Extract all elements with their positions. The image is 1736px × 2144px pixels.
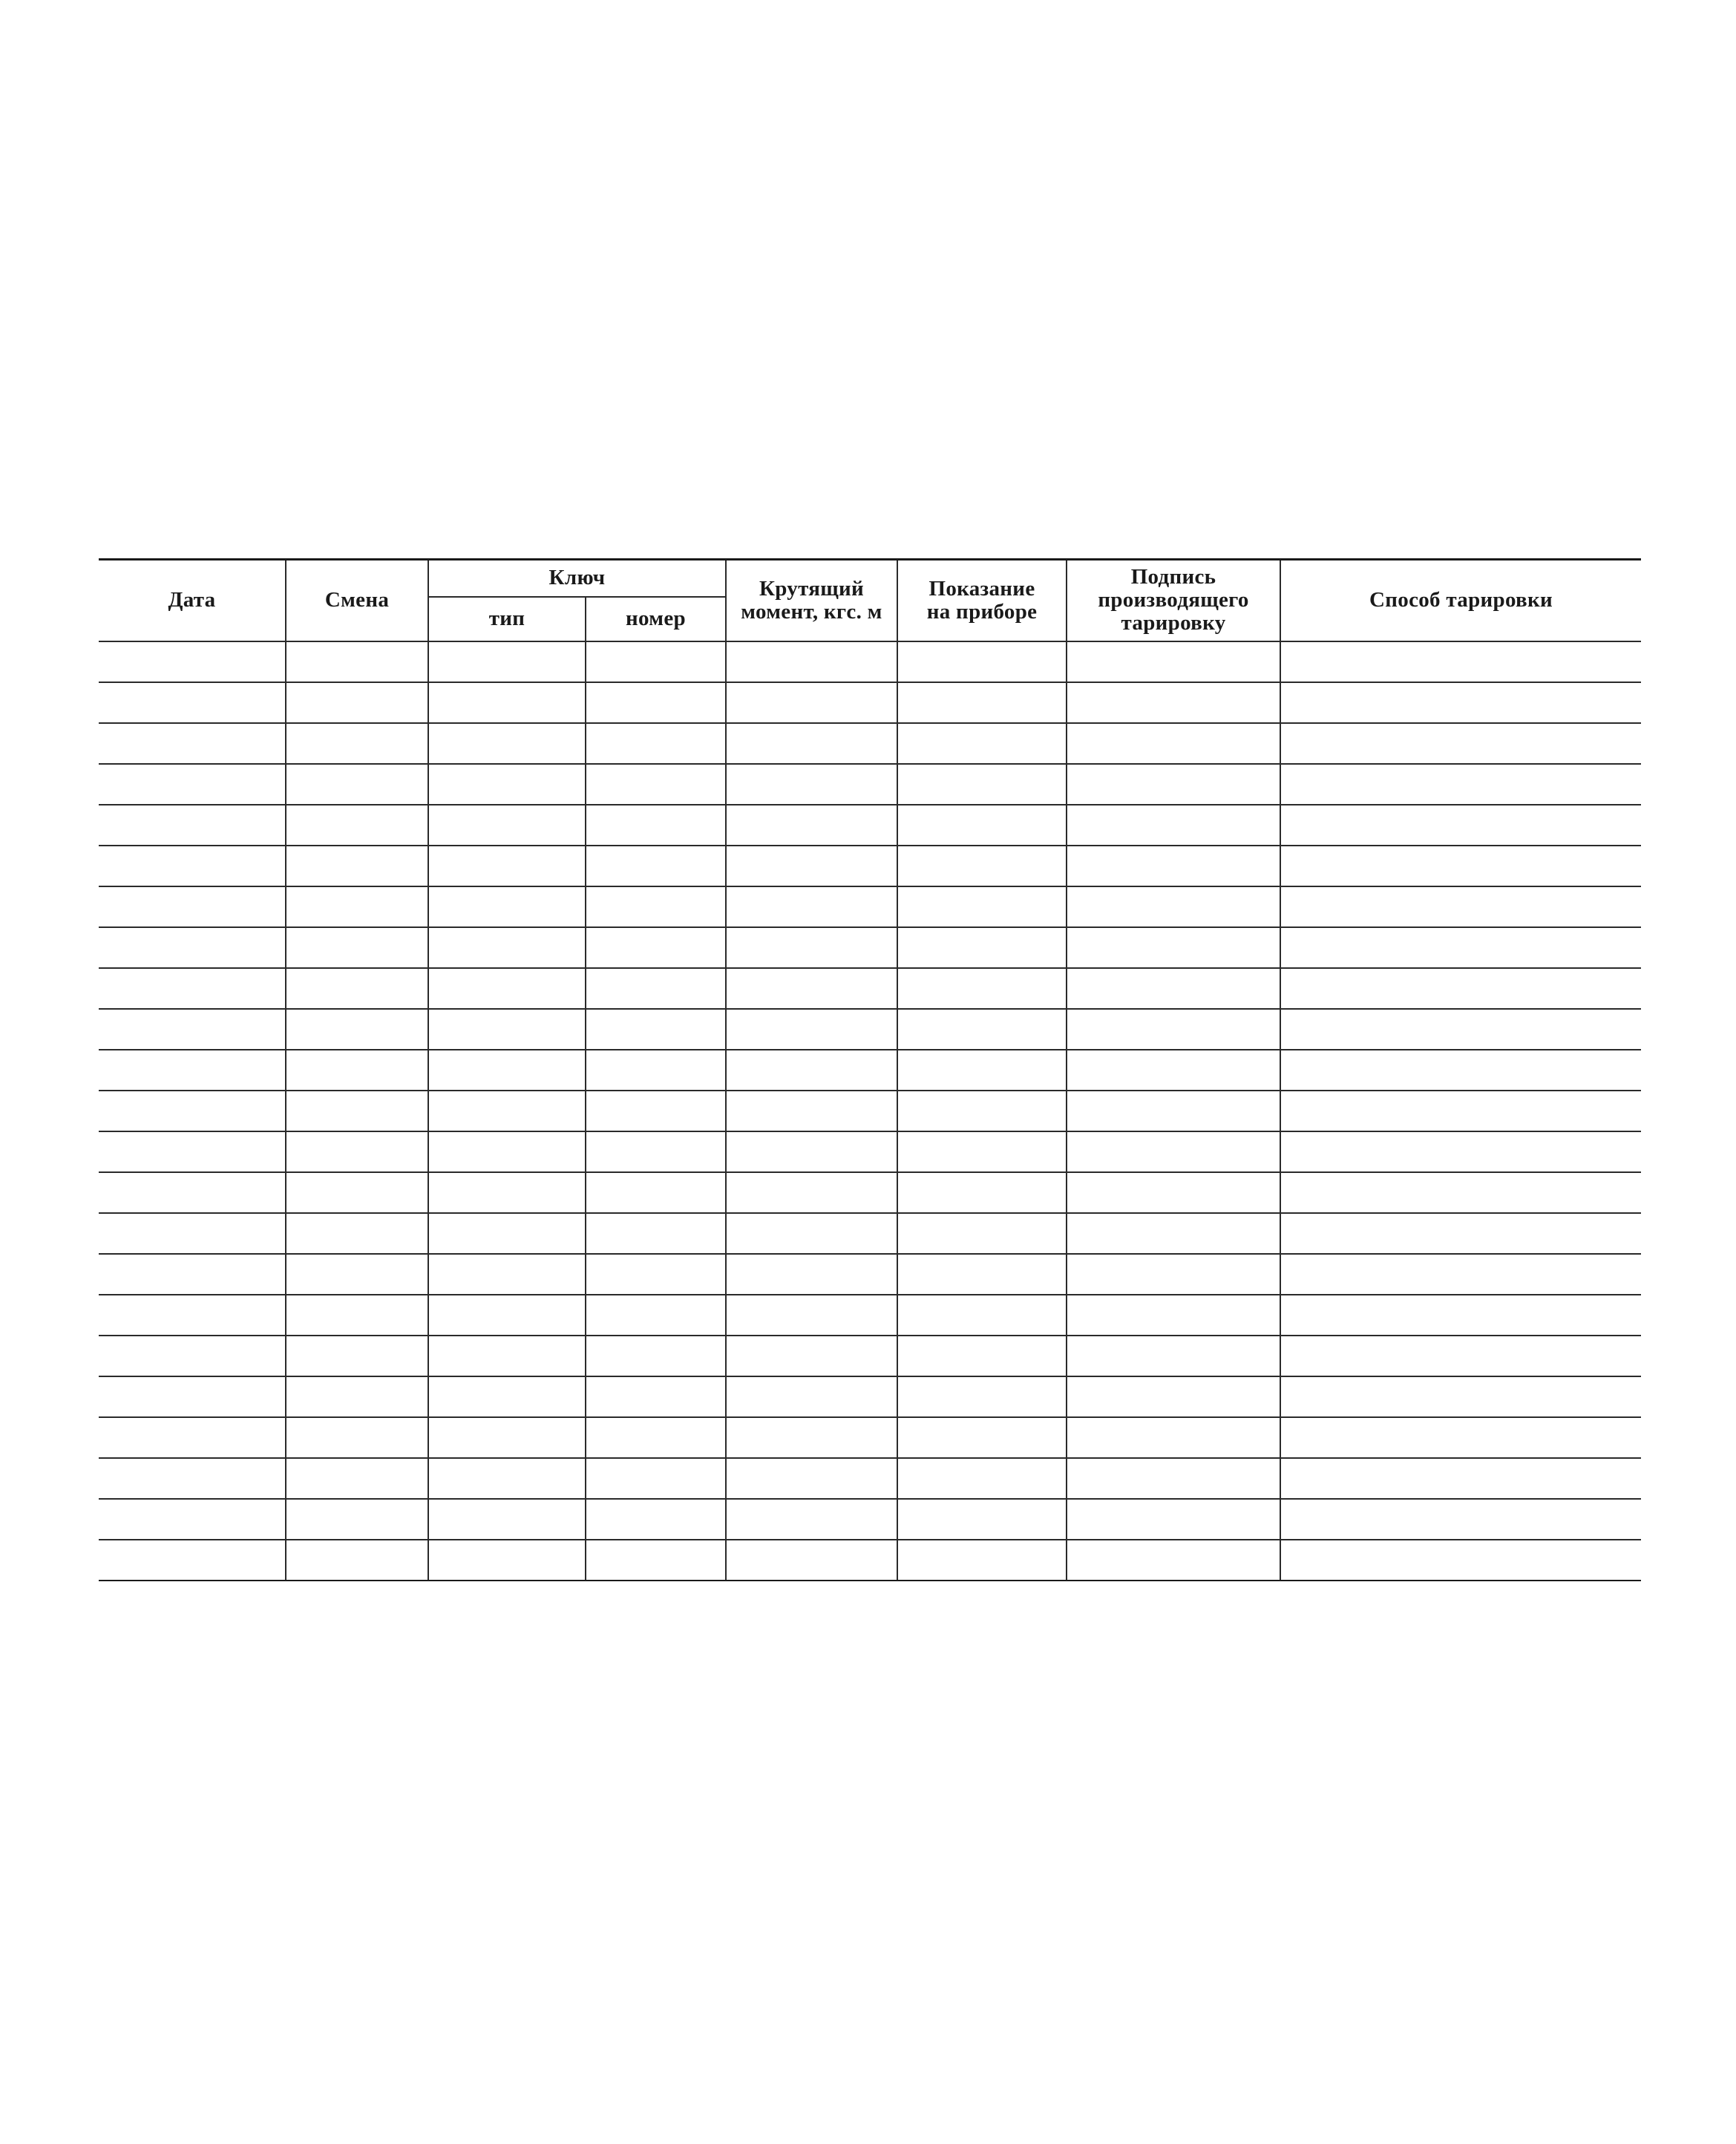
cell-torque[interactable] (726, 682, 897, 723)
cell-date[interactable] (99, 1091, 286, 1131)
cell-key-number[interactable] (586, 1009, 726, 1050)
table-row (99, 1295, 1641, 1336)
cell-torque[interactable] (726, 1499, 897, 1540)
cell-date[interactable] (99, 1376, 286, 1417)
cell-key-type[interactable] (428, 641, 586, 682)
cell-date[interactable] (99, 1499, 286, 1540)
cell-method[interactable] (1280, 1336, 1641, 1376)
cell-date[interactable] (99, 805, 286, 846)
cell-reading[interactable] (897, 723, 1067, 764)
cell-torque[interactable] (726, 968, 897, 1009)
cell-key-number[interactable] (586, 1295, 726, 1336)
cell-key-type[interactable] (428, 1009, 586, 1050)
header-torque-label: Крутящий момент, кгс. м (741, 576, 882, 624)
cell-date[interactable] (99, 1458, 286, 1499)
cell-signature[interactable] (1067, 682, 1280, 723)
cell-reading[interactable] (897, 1131, 1067, 1172)
cell-signature[interactable] (1067, 886, 1280, 927)
cell-key-number[interactable] (586, 968, 726, 1009)
cell-key-number[interactable] (586, 1213, 726, 1254)
cell-date[interactable] (99, 1417, 286, 1458)
cell-shift[interactable] (286, 1376, 428, 1417)
cell-torque[interactable] (726, 1050, 897, 1091)
table-row (99, 764, 1641, 805)
cell-shift[interactable] (286, 1131, 428, 1172)
header-shift: Смена (286, 560, 428, 641)
cell-method[interactable] (1280, 1540, 1641, 1581)
cell-key-type[interactable] (428, 723, 586, 764)
cell-torque[interactable] (726, 1172, 897, 1213)
cell-reading[interactable] (897, 764, 1067, 805)
cell-shift[interactable] (286, 968, 428, 1009)
header-torque (726, 560, 897, 641)
cell-signature[interactable] (1067, 927, 1280, 968)
calibration-log-table (99, 558, 1641, 1581)
cell-reading[interactable] (897, 1458, 1067, 1499)
cell-reading[interactable] (897, 1091, 1067, 1131)
cell-key-number[interactable] (586, 1417, 726, 1458)
cell-signature[interactable] (1067, 1131, 1280, 1172)
cell-reading[interactable] (897, 1009, 1067, 1050)
header-reading-label: Показание на приборе (926, 576, 1038, 624)
cell-key-type[interactable] (428, 805, 586, 846)
cell-key-type[interactable] (428, 1540, 586, 1581)
cell-key-number[interactable] (586, 1376, 726, 1417)
cell-shift[interactable] (286, 1091, 428, 1131)
cell-key-number[interactable] (586, 1131, 726, 1172)
table-row (99, 1254, 1641, 1295)
cell-shift[interactable] (286, 1050, 428, 1091)
table-row (99, 846, 1641, 886)
cell-date[interactable] (99, 1050, 286, 1091)
cell-torque[interactable] (726, 764, 897, 805)
cell-key-number[interactable] (586, 764, 726, 805)
cell-signature[interactable] (1067, 805, 1280, 846)
cell-torque[interactable] (726, 1254, 897, 1295)
cell-signature[interactable] (1067, 1417, 1280, 1458)
cell-shift[interactable] (286, 1336, 428, 1376)
cell-date[interactable] (99, 1213, 286, 1254)
cell-signature[interactable] (1067, 1458, 1280, 1499)
cell-key-type[interactable] (428, 1458, 586, 1499)
cell-date[interactable] (99, 1009, 286, 1050)
header-key-type: тип (428, 597, 586, 641)
cell-reading[interactable] (897, 1213, 1067, 1254)
cell-method[interactable] (1280, 1172, 1641, 1213)
cell-reading[interactable] (897, 805, 1067, 846)
cell-signature[interactable] (1067, 1336, 1280, 1376)
cell-reading[interactable] (897, 1254, 1067, 1295)
cell-shift[interactable] (286, 1417, 428, 1458)
cell-torque[interactable] (726, 846, 897, 886)
cell-reading[interactable] (897, 1417, 1067, 1458)
cell-method[interactable] (1280, 1499, 1641, 1540)
table-row (99, 968, 1641, 1009)
cell-method[interactable] (1280, 1091, 1641, 1131)
table-row (99, 1050, 1641, 1091)
cell-torque[interactable] (726, 927, 897, 968)
cell-key-number[interactable] (586, 1050, 726, 1091)
table-row (99, 1009, 1641, 1050)
cell-reading[interactable] (897, 1376, 1067, 1417)
cell-key-type[interactable] (428, 1417, 586, 1458)
cell-shift[interactable] (286, 1213, 428, 1254)
cell-method[interactable] (1280, 1213, 1641, 1254)
cell-date[interactable] (99, 1131, 286, 1172)
cell-torque[interactable] (726, 1213, 897, 1254)
cell-date[interactable] (99, 641, 286, 682)
cell-shift[interactable] (286, 1458, 428, 1499)
cell-signature[interactable] (1067, 1295, 1280, 1336)
cell-torque[interactable] (726, 886, 897, 927)
cell-signature[interactable] (1067, 968, 1280, 1009)
cell-torque[interactable] (726, 1009, 897, 1050)
cell-reading[interactable] (897, 1295, 1067, 1336)
cell-signature[interactable] (1067, 1009, 1280, 1050)
cell-key-type[interactable] (428, 1499, 586, 1540)
header-signature-label: Подпись производящего тарировку (1098, 565, 1249, 635)
cell-torque[interactable] (726, 1091, 897, 1131)
table-row (99, 805, 1641, 846)
cell-key-number[interactable] (586, 805, 726, 846)
header-reading (897, 560, 1067, 641)
cell-key-type[interactable] (428, 1172, 586, 1213)
cell-method[interactable] (1280, 1376, 1641, 1417)
table-row (99, 1091, 1641, 1131)
table-row (99, 723, 1641, 764)
cell-shift[interactable] (286, 1499, 428, 1540)
cell-key-type[interactable] (428, 846, 586, 886)
table-row (99, 1336, 1641, 1376)
header-key: Ключ (428, 560, 726, 597)
cell-key-number[interactable] (586, 1540, 726, 1581)
cell-torque[interactable] (726, 1458, 897, 1499)
cell-signature[interactable] (1067, 1376, 1280, 1417)
cell-key-number[interactable] (586, 641, 726, 682)
table-body (99, 641, 1641, 1581)
table-row (99, 886, 1641, 927)
cell-torque[interactable] (726, 805, 897, 846)
cell-signature[interactable] (1067, 1213, 1280, 1254)
cell-signature[interactable] (1067, 846, 1280, 886)
cell-shift[interactable] (286, 641, 428, 682)
cell-method[interactable] (1280, 1131, 1641, 1172)
table-header (99, 560, 1641, 641)
cell-key-type[interactable] (428, 927, 586, 968)
cell-key-number[interactable] (586, 1172, 726, 1213)
cell-shift[interactable] (286, 805, 428, 846)
cell-shift[interactable] (286, 1540, 428, 1581)
cell-method[interactable] (1280, 1295, 1641, 1336)
cell-key-number[interactable] (586, 1458, 726, 1499)
cell-signature[interactable] (1067, 1050, 1280, 1091)
cell-method[interactable] (1280, 641, 1641, 682)
cell-date[interactable] (99, 682, 286, 723)
cell-signature[interactable] (1067, 641, 1280, 682)
cell-key-type[interactable] (428, 682, 586, 723)
table-row (99, 1417, 1641, 1458)
cell-key-number[interactable] (586, 1336, 726, 1376)
cell-key-number[interactable] (586, 723, 726, 764)
cell-key-type[interactable] (428, 1050, 586, 1091)
cell-method[interactable] (1280, 968, 1641, 1009)
cell-shift[interactable] (286, 927, 428, 968)
table-row (99, 1131, 1641, 1172)
cell-reading[interactable] (897, 846, 1067, 886)
cell-key-number[interactable] (586, 1254, 726, 1295)
cell-date[interactable] (99, 968, 286, 1009)
cell-method[interactable] (1280, 1417, 1641, 1458)
table-row (99, 927, 1641, 968)
cell-date[interactable] (99, 1336, 286, 1376)
cell-key-type[interactable] (428, 968, 586, 1009)
cell-method[interactable] (1280, 682, 1641, 723)
cell-date[interactable] (99, 846, 286, 886)
cell-key-type[interactable] (428, 1131, 586, 1172)
cell-key-number[interactable] (586, 886, 726, 927)
cell-signature[interactable] (1067, 1254, 1280, 1295)
cell-reading[interactable] (897, 1336, 1067, 1376)
header-key-number: номер (586, 597, 726, 641)
cell-date[interactable] (99, 1295, 286, 1336)
cell-reading[interactable] (897, 1540, 1067, 1581)
cell-shift[interactable] (286, 1254, 428, 1295)
cell-key-type[interactable] (428, 1213, 586, 1254)
cell-key-type[interactable] (428, 1091, 586, 1131)
table-row (99, 1213, 1641, 1254)
cell-method[interactable] (1280, 805, 1641, 846)
cell-shift[interactable] (286, 886, 428, 927)
cell-method[interactable] (1280, 1009, 1641, 1050)
cell-torque[interactable] (726, 1540, 897, 1581)
cell-key-type[interactable] (428, 886, 586, 927)
cell-method[interactable] (1280, 846, 1641, 886)
cell-reading[interactable] (897, 927, 1067, 968)
cell-reading[interactable] (897, 968, 1067, 1009)
table-row (99, 1499, 1641, 1540)
cell-date[interactable] (99, 1540, 286, 1581)
cell-method[interactable] (1280, 1050, 1641, 1091)
cell-torque[interactable] (726, 1417, 897, 1458)
cell-reading[interactable] (897, 1050, 1067, 1091)
header-date: Дата (99, 560, 286, 641)
cell-signature[interactable] (1067, 1091, 1280, 1131)
cell-date[interactable] (99, 1172, 286, 1213)
cell-method[interactable] (1280, 927, 1641, 968)
cell-torque[interactable] (726, 1376, 897, 1417)
cell-reading[interactable] (897, 1172, 1067, 1213)
cell-method[interactable] (1280, 886, 1641, 927)
cell-torque[interactable] (726, 1131, 897, 1172)
cell-reading[interactable] (897, 886, 1067, 927)
cell-key-type[interactable] (428, 1376, 586, 1417)
cell-key-type[interactable] (428, 1295, 586, 1336)
table-row (99, 1458, 1641, 1499)
table-row (99, 1172, 1641, 1213)
cell-torque[interactable] (726, 641, 897, 682)
cell-key-number[interactable] (586, 846, 726, 886)
header-signature (1067, 560, 1280, 641)
cell-key-type[interactable] (428, 1336, 586, 1376)
table-row (99, 682, 1641, 723)
cell-torque[interactable] (726, 723, 897, 764)
cell-key-type[interactable] (428, 764, 586, 805)
table-row (99, 1540, 1641, 1581)
header-method: Способ тарировки (1280, 560, 1641, 641)
cell-method[interactable] (1280, 1254, 1641, 1295)
cell-date[interactable] (99, 1254, 286, 1295)
cell-reading[interactable] (897, 641, 1067, 682)
cell-shift[interactable] (286, 764, 428, 805)
cell-reading[interactable] (897, 1499, 1067, 1540)
cell-shift[interactable] (286, 1295, 428, 1336)
cell-date[interactable] (99, 927, 286, 968)
table-row (99, 641, 1641, 682)
cell-date[interactable] (99, 886, 286, 927)
cell-key-number[interactable] (586, 682, 726, 723)
cell-shift[interactable] (286, 846, 428, 886)
cell-method[interactable] (1280, 764, 1641, 805)
cell-method[interactable] (1280, 1458, 1641, 1499)
table-row (99, 1376, 1641, 1417)
cell-date[interactable] (99, 723, 286, 764)
cell-shift[interactable] (286, 723, 428, 764)
cell-shift[interactable] (286, 1172, 428, 1213)
cell-shift[interactable] (286, 682, 428, 723)
cell-method[interactable] (1280, 723, 1641, 764)
cell-key-number[interactable] (586, 927, 726, 968)
cell-signature[interactable] (1067, 1540, 1280, 1581)
cell-shift[interactable] (286, 1009, 428, 1050)
cell-torque[interactable] (726, 1336, 897, 1376)
cell-signature[interactable] (1067, 1172, 1280, 1213)
cell-date[interactable] (99, 764, 286, 805)
cell-signature[interactable] (1067, 723, 1280, 764)
cell-key-number[interactable] (586, 1499, 726, 1540)
cell-signature[interactable] (1067, 1499, 1280, 1540)
cell-key-type[interactable] (428, 1254, 586, 1295)
cell-key-number[interactable] (586, 1091, 726, 1131)
cell-torque[interactable] (726, 1295, 897, 1336)
cell-signature[interactable] (1067, 764, 1280, 805)
cell-reading[interactable] (897, 682, 1067, 723)
